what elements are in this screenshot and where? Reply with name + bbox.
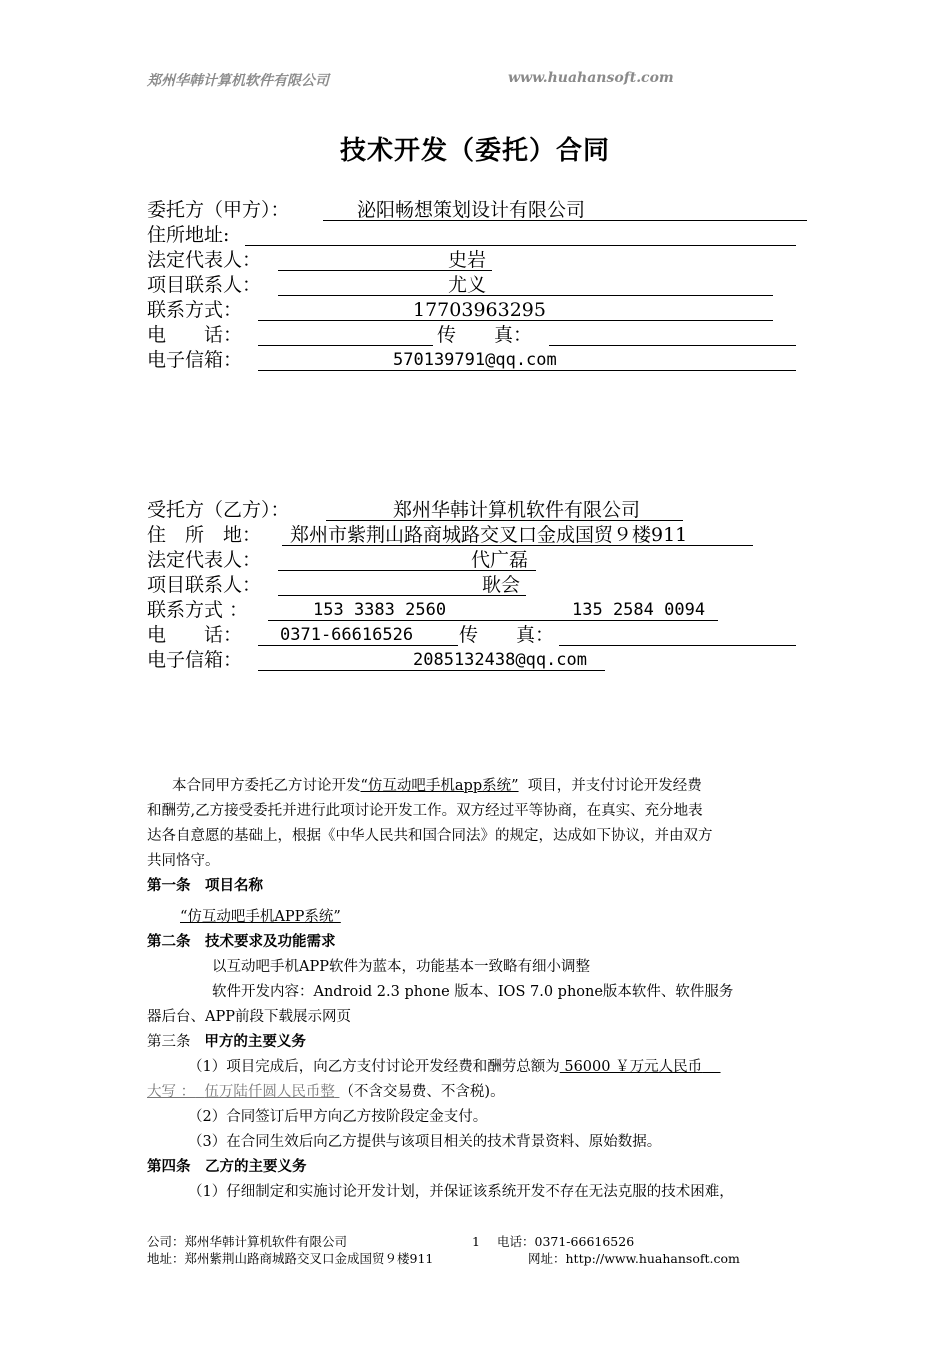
party-b-contact-value-1: 153 3383 2560 (313, 600, 447, 620)
article-4-heading: 第四条 乙方的主要义务 (147, 1159, 307, 1175)
party-b-legal-rep-value: 代广磊 (471, 549, 529, 571)
party-a-legal-rep-label: 法定代表人： (147, 249, 262, 271)
article-4-item-1: （1）仔细制定和实施讨论开发计划，并保证该系统开发不存在无法克服的技术困难， (188, 1184, 734, 1200)
intro-line-1-a: 本合同甲方委托乙方讨论开发 (172, 778, 361, 794)
party-b-email-label: 电子信箱： (147, 649, 243, 671)
intro-line-1-b: 项目，并支付讨论开发经费 (527, 778, 702, 794)
party-b-fax-label: 传 真： (459, 624, 555, 646)
party-b-legal-rep-label: 法定代表人： (147, 549, 262, 571)
party-a-address-underline (245, 245, 796, 246)
intro-line-3: 达各自意愿的基础上，根据《中华人民共和国合同法》的规定，达成如下协议，并由双方 (147, 828, 713, 844)
party-a-legal-rep-value: 史岩 (448, 249, 487, 271)
article-3-item-2: （2）合同签订后甲方向乙方按阶段定金支付。 (188, 1109, 488, 1125)
intro-line-2: 和酬劳,乙方接受委托并进行此项讨论开发工作。双方经过平等协商，在真实、充分地表 (147, 803, 703, 819)
intro-line-4: 共同恪守。 (147, 853, 220, 869)
article-3-item-1-caps (147, 1080, 505, 1104)
article-2-line-1: 以互动吧手机APP软件为蓝本，功能基本一致略有细小调整 (212, 959, 590, 975)
party-a-contact-label: 联系方式： (147, 299, 243, 321)
article-3-heading-number: 第三条 (147, 1034, 191, 1050)
intro-project-name: “仿互动吧手机app系统” (360, 778, 519, 794)
article-3-amount: 56000 ￥万元人民币 (559, 1059, 703, 1075)
article-3-caps-value: 伍万陆仟圆人民币整 (204, 1084, 335, 1100)
party-a-email-label: 电子信箱： (147, 349, 243, 371)
article-2-line-2: 软件开发内容：Android 2.3 phone 版本、IOS 7.0 phone版本软件、软件服务 (212, 984, 734, 1000)
footer-company: 公司：郑州华韩计算机软件有限公司 (147, 1234, 348, 1249)
party-a-contact-person-underline (278, 295, 773, 296)
party-a-contact-value: 17703963295 (413, 299, 546, 321)
article-1-heading: 第一条 项目名称 (147, 878, 263, 894)
footer-page-number: 1 (472, 1234, 480, 1249)
party-b-phone-value: 0371-66616526 (280, 625, 414, 645)
article-2-line-3: 器后台、APP前段下载展示网页 (147, 1009, 351, 1025)
header-company: 郑州华韩计算机软件有限公司 (147, 73, 329, 89)
article-2-heading: 第二条 技术要求及功能需求 (147, 934, 336, 950)
party-b-email-value: 2085132438@qq.com (413, 650, 587, 670)
party-b-principal-label: 受托方（乙方）： (147, 499, 290, 521)
party-a-address-label: 住所地址: (147, 224, 230, 246)
party-a-contact-person-label: 项目联系人： (147, 274, 262, 296)
article-3-item-1-note: （不含交易费、不含税)。 (339, 1084, 505, 1100)
party-b-phone-label: 电 话： (147, 624, 243, 646)
article-3-heading (147, 1030, 306, 1054)
footer-site: 网址：http://www.huahansoft.com (528, 1251, 740, 1266)
party-a-contact-person-value: 尤义 (448, 274, 487, 296)
party-a-phone-underline (258, 345, 433, 346)
party-a-phone-label: 电 话： (147, 324, 243, 346)
article-3-item-1 (188, 1055, 721, 1079)
header-website: www.huahansoft.com (508, 70, 674, 86)
article-1-project-name: “仿互动吧手机APP系统” (180, 909, 341, 925)
party-a-email-value: 570139791@qq.com (393, 350, 557, 370)
party-b-address-label: 住 所 地： (147, 524, 262, 546)
party-b-contact-person-label: 项目联系人： (147, 574, 262, 596)
party-b-contact-person-value: 耿会 (482, 574, 521, 596)
footer-phone: 电话：0371-66616526 (497, 1234, 635, 1249)
article-3-item-1-text: （1）项目完成后，向乙方支付讨论开发经费和酬劳总额为 (188, 1059, 560, 1075)
article-3-item-3: （3）在合同生效后向乙方提供与该项目相关的技术背景资料、原始数据。 (188, 1134, 662, 1150)
party-b-contact-label: 联系方式 ： (147, 599, 249, 621)
article-3-heading-title: 甲方的主要义务 (204, 1034, 306, 1050)
party-b-fax-underline (559, 645, 796, 646)
article-3-caps-label: 大写 ： (147, 1084, 196, 1100)
party-b-address-value: 郑州市紫荆山路商城路交叉口金成国贸９楼911 (290, 524, 688, 546)
party-a-fax-label: 传 真： (437, 324, 533, 346)
party-a-principal-value: 泌阳畅想策划设计有限公司 (357, 199, 586, 221)
party-b-principal-value: 郑州华韩计算机软件有限公司 (393, 499, 641, 521)
party-a-principal-label: 委托方（甲方）： (147, 199, 290, 221)
page-title: 技术开发（委托）合同 (339, 136, 610, 166)
intro-line-1 (172, 774, 702, 798)
party-a-fax-underline (549, 345, 796, 346)
footer-address: 地址：郑州紫荆山路商城路交叉口金成国贸９楼911 (147, 1251, 434, 1266)
party-b-contact-value-2: 135 2584 0094 (572, 600, 706, 620)
